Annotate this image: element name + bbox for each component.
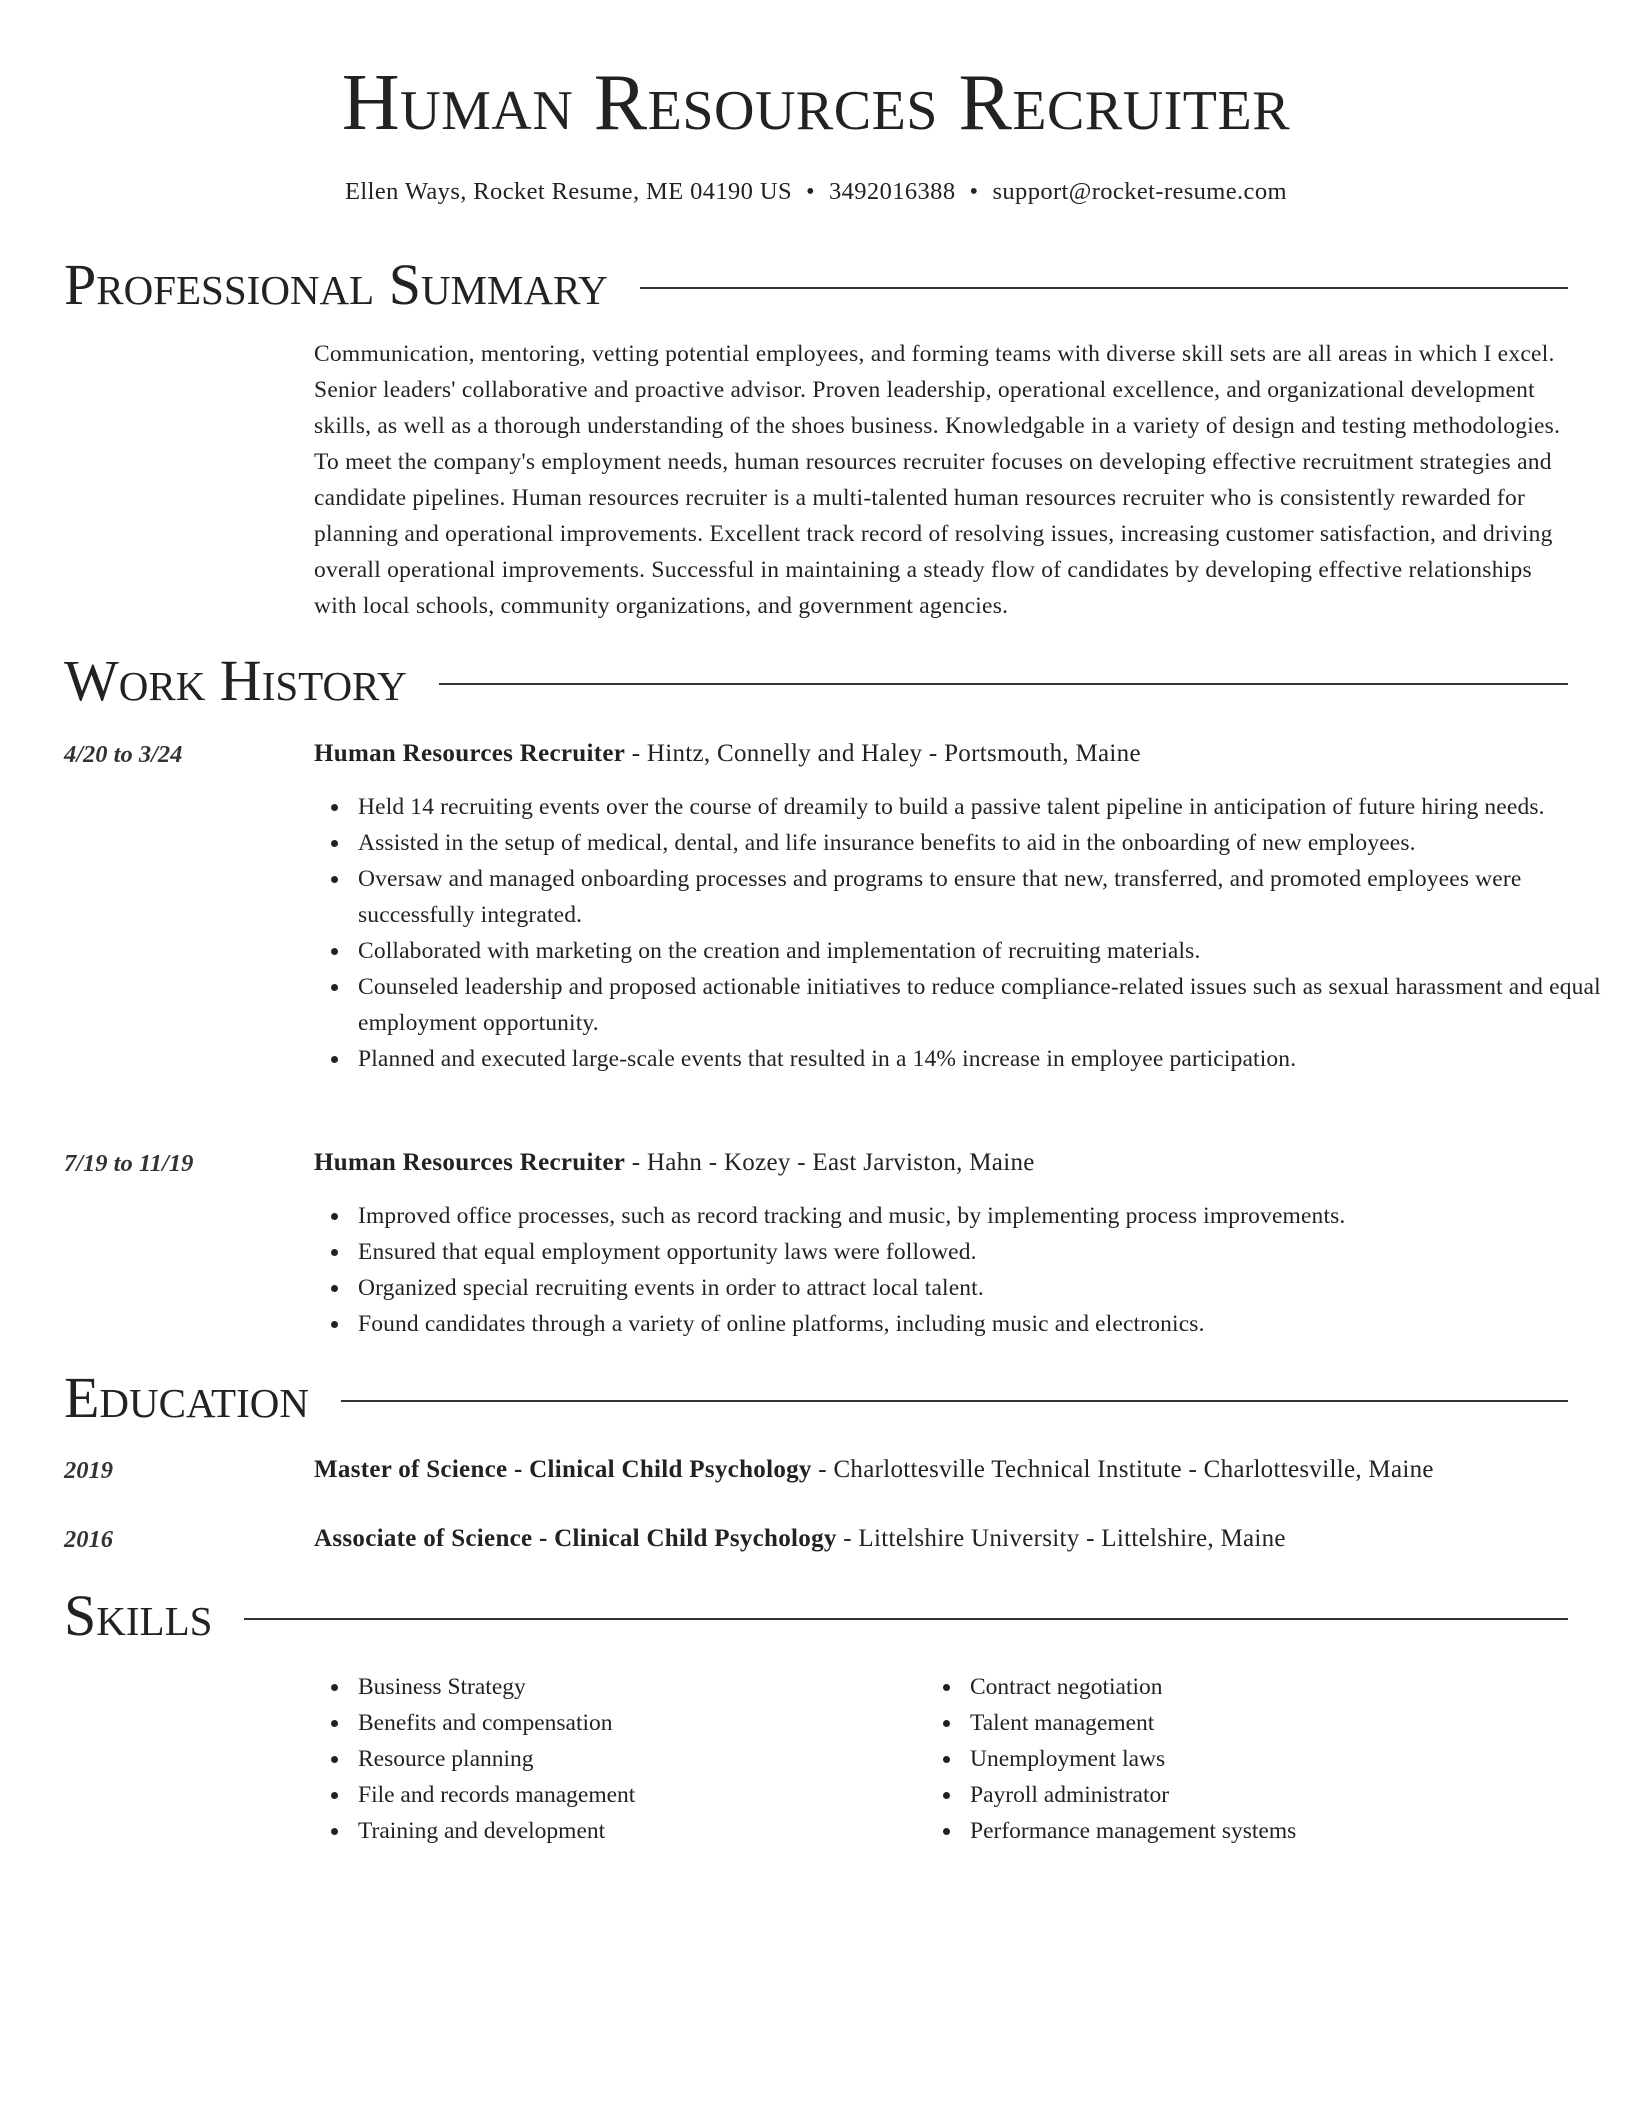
list-item: Held 14 recruiting events over the course of dreamily to build a passive talent pipeline in anticipation of future hiring needs. [358, 789, 1618, 825]
list-item: Found candidates through a variety of online platforms, including music and electronics. [358, 1306, 1618, 1342]
skills-list-left [314, 1669, 938, 1849]
education-degree: Associate of Science - Clinical Child Psychology [314, 1525, 837, 1552]
skill-item: File and records management [358, 1777, 938, 1813]
job-dates: 4/20 to 3/24 [64, 741, 183, 768]
section-divider [640, 287, 1568, 289]
skills-list-right [926, 1669, 1550, 1849]
list-item: Planned and executed large-scale events that resulted in a 14% increase in employee participation. [358, 1041, 1618, 1077]
job-bullets [314, 789, 1618, 1077]
section-work-history [64, 648, 1568, 714]
job-title: Human Resources Recruiter [314, 1149, 626, 1176]
skill-item: Training and development [358, 1813, 938, 1849]
education-year: 2016 [64, 1526, 113, 1553]
job-bullets [314, 1198, 1618, 1342]
job-title: Human Resources Recruiter [314, 740, 626, 767]
contact-line [64, 174, 1568, 210]
list-item: Oversaw and managed onboarding processes and programs to ensure that new, transferred, and promoted employees were successfully integrated. [358, 861, 1618, 933]
job-dates: 7/19 to 11/19 [64, 1150, 194, 1177]
summary-block [314, 336, 1574, 624]
section-skills [64, 1583, 1568, 1649]
job-heading [314, 736, 1574, 772]
section-heading: Skills [64, 1583, 213, 1648]
education-entry [314, 1452, 1574, 1488]
separator-dot: • [969, 178, 979, 205]
contact-phone: 3492016388 [828, 178, 956, 205]
section-education [64, 1365, 1568, 1431]
list-item: Collaborated with marketing on the creation and implementation of recruiting materials. [358, 933, 1618, 969]
list-item: Counseled leadership and proposed actionable initiatives to reduce compliance-related issues such as sexual harassment and equal employment opportunity. [358, 969, 1618, 1041]
list-item: Organized special recruiting events in order to attract local talent. [358, 1270, 1618, 1306]
skill-item: Talent management [970, 1705, 1550, 1741]
resume-title: Human Resources Recruiter [341, 59, 1291, 147]
contact-email: support@rocket-resume.com [992, 178, 1287, 205]
education-details: - Charlottesville Technical Institute - Charlottesville, Maine [811, 1456, 1434, 1483]
section-professional-summary [64, 252, 1568, 318]
skill-item: Business Strategy [358, 1669, 938, 1705]
skill-item: Resource planning [358, 1741, 938, 1777]
education-year: 2019 [64, 1457, 113, 1484]
education-details: - Littelshire University - Littelshire, Maine [836, 1525, 1286, 1552]
skill-item: Benefits and compensation [358, 1705, 938, 1741]
summary-text: Communication, mentoring, vetting potential employees, and forming teams with diverse skill sets are all areas in which I excel. Senior leaders' collaborative and proactive advisor. Proven leadership, operational excellence, and organizational development skills, as well as a thorough understanding of the shoes business. Knowledgable in a variety of design and testing methodologies. To meet the company's employment needs, human resources recruiter focuses on developing effective recruitment strategies and candidate pipelines. Human resources recruiter is a multi-talented human resources recruiter who is consistently rewarded for planning and operational improvements. Excellent track record of resolving issues, increasing customer satisfaction, and driving overall operational improvements. Successful in maintaining a steady flow of candidates by developing effective relationships with local schools, community organizations, and government agencies. [314, 341, 1561, 619]
skill-item: Payroll administrator [970, 1777, 1550, 1813]
job-details: - Hintz, Connelly and Haley - Portsmouth, Maine [625, 740, 1141, 767]
section-heading: Professional Summary [64, 252, 608, 317]
education-entry [314, 1521, 1574, 1557]
list-item: Improved office processes, such as record tracking and music, by implementing process improvements. [358, 1198, 1618, 1234]
job-heading [314, 1145, 1574, 1181]
section-divider [244, 1618, 1568, 1620]
contact-address: Ellen Ways, Rocket Resume, ME 04190 US [345, 178, 792, 205]
skill-item: Unemployment laws [970, 1741, 1550, 1777]
skill-item: Contract negotiation [970, 1669, 1550, 1705]
job-details: - Hahn - Kozey - East Jarviston, Maine [625, 1149, 1035, 1176]
section-divider [341, 1400, 1568, 1402]
skill-item: Performance management systems [970, 1813, 1550, 1849]
list-item: Ensured that equal employment opportunity laws were followed. [358, 1234, 1618, 1270]
education-degree: Master of Science - Clinical Child Psychology [314, 1456, 812, 1483]
separator-dot: • [805, 178, 815, 205]
section-divider [439, 683, 1568, 685]
section-heading: Education [64, 1365, 309, 1430]
section-heading: Work History [64, 648, 407, 713]
list-item: Assisted in the setup of medical, dental, and life insurance benefits to aid in the onboarding of new employees. [358, 825, 1618, 861]
